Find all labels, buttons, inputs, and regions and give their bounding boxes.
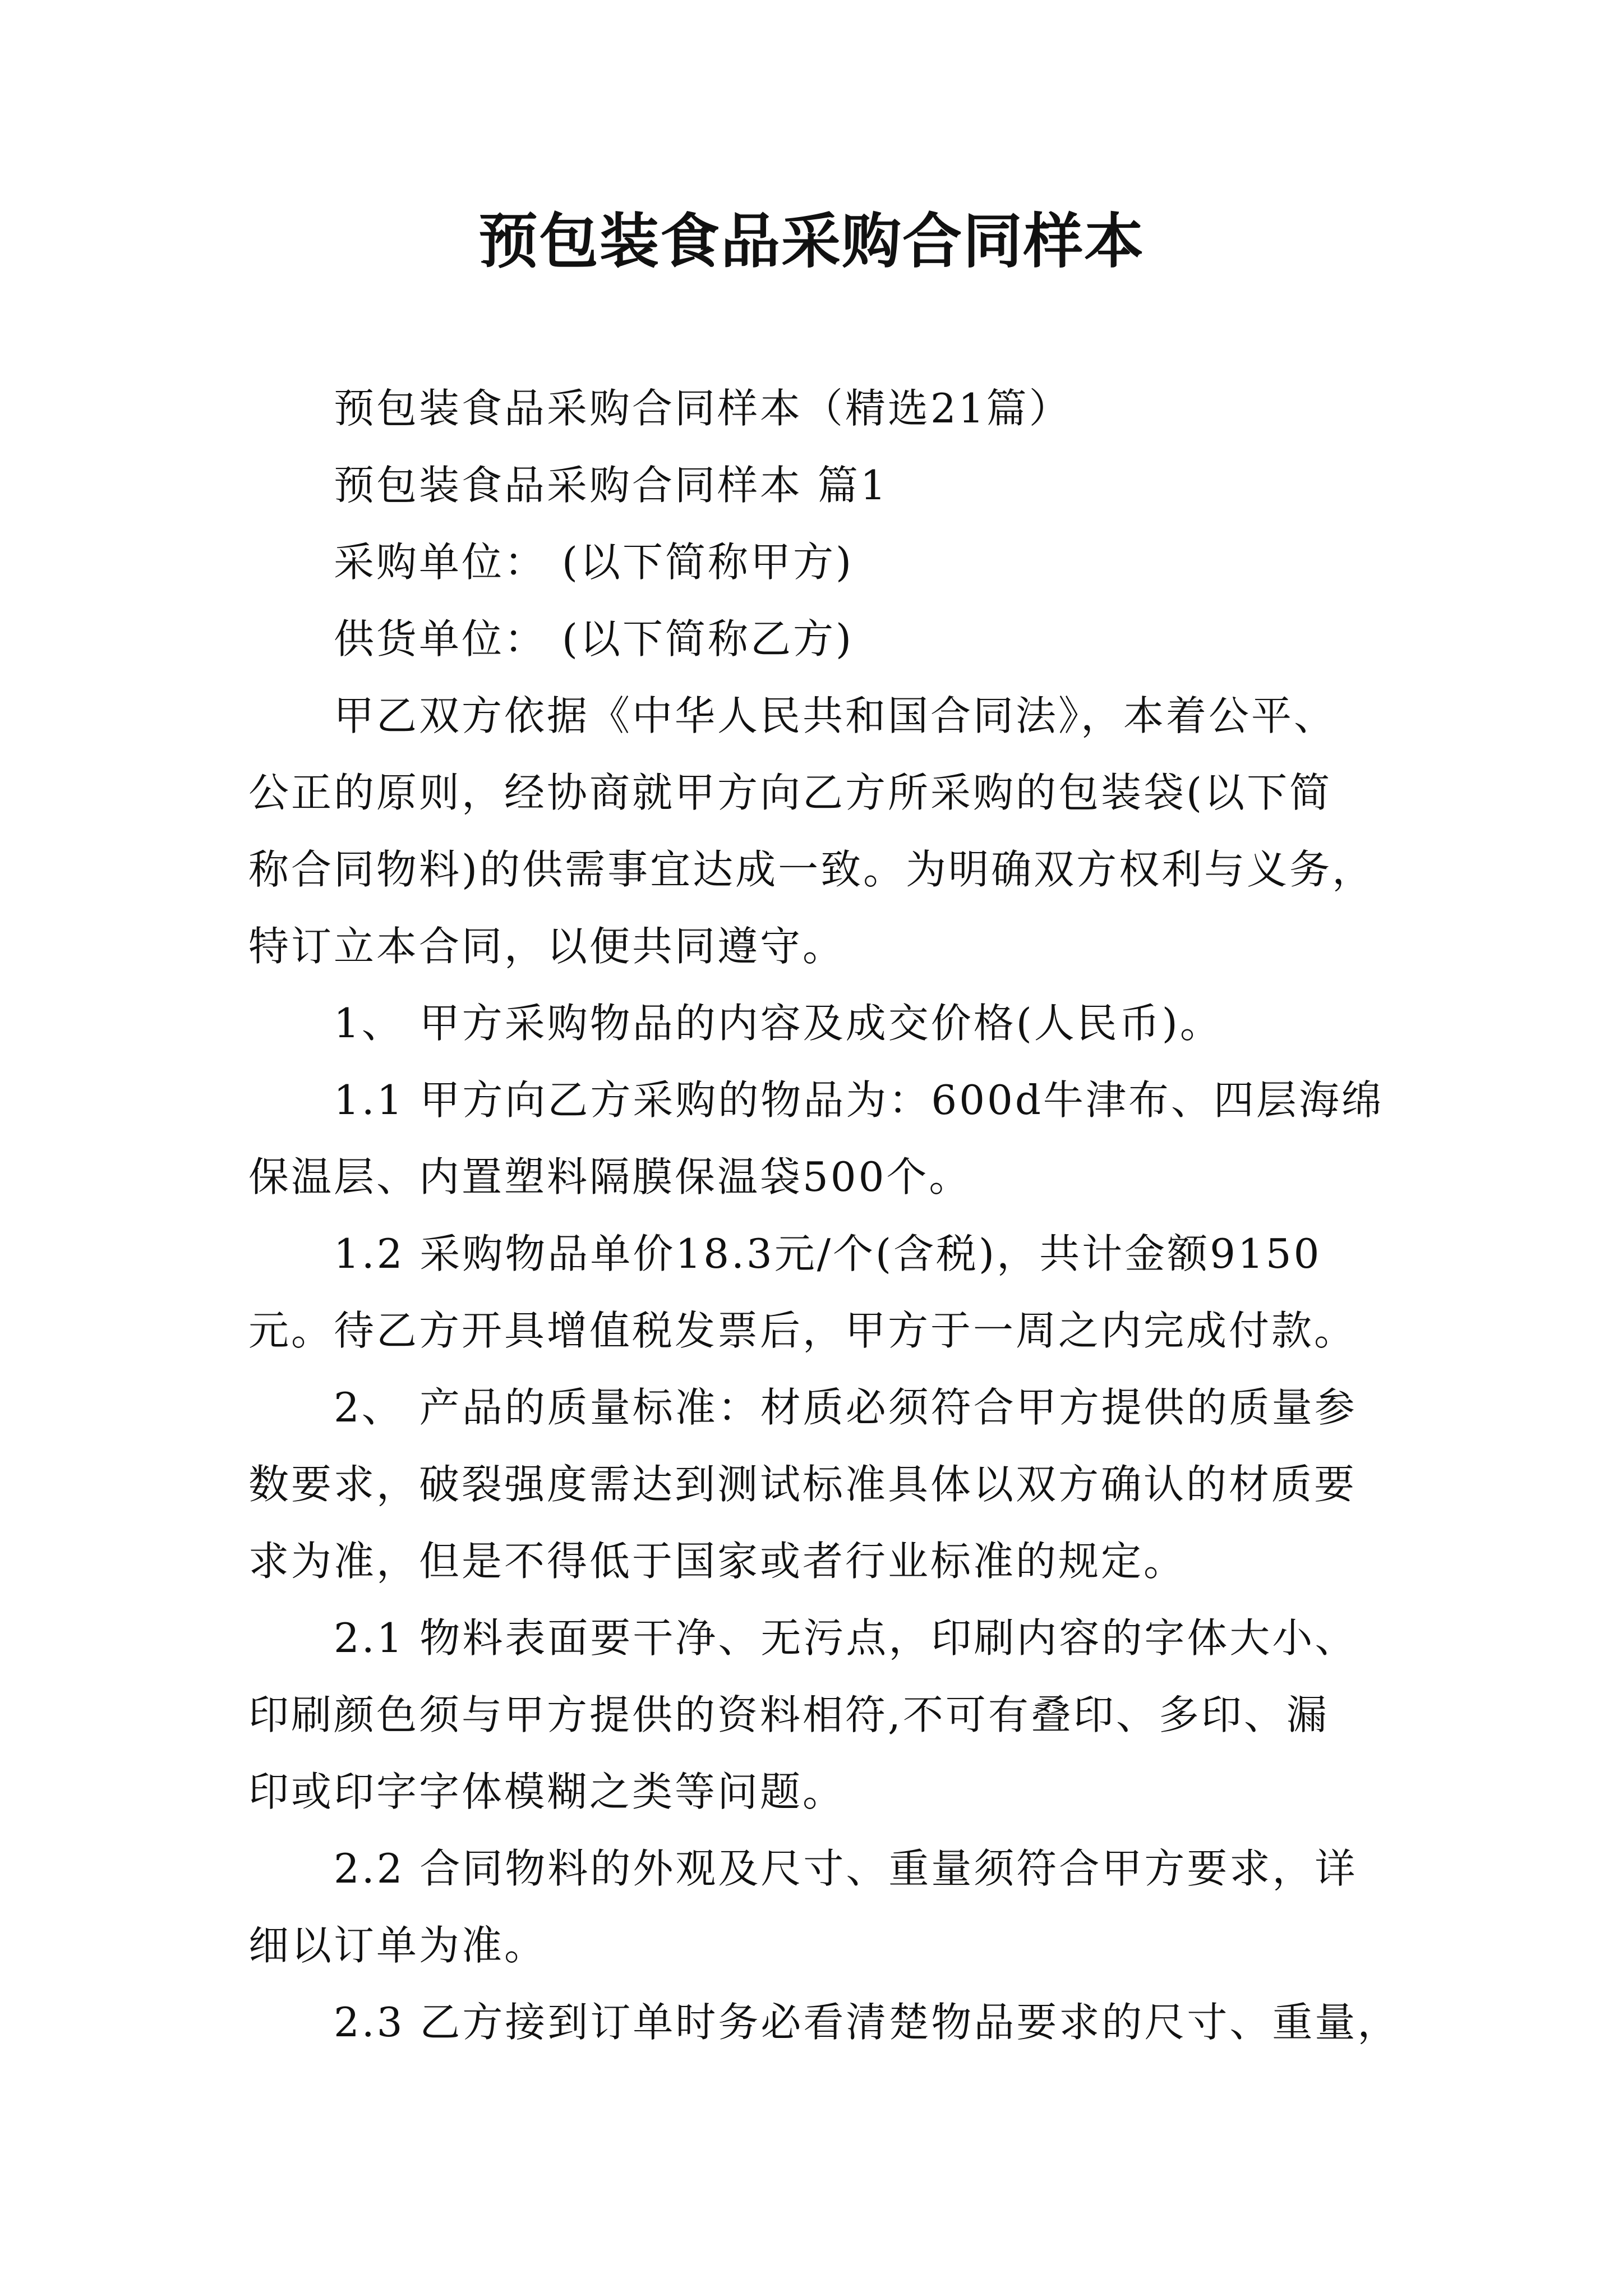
paragraph-line: 2.3 乙方接到订单时务必看清楚物品要求的尺寸、重量，: [334, 1999, 1400, 2046]
paragraph-line: 2.2 合同物料的外观及尺寸、重量须符合甲方要求，详: [334, 1845, 1358, 1892]
paragraph-line: 求为准，但是不得低于国家或者行业标准的规定。: [248, 1538, 1187, 1585]
paragraph-line: 印或印字字体模糊之类等问题。: [248, 1768, 846, 1815]
paragraph-line: 1.1 甲方向乙方采购的物品为：600d牛津布、四层海绵: [334, 1076, 1384, 1124]
document-body: [248, 370, 1400, 2061]
paragraph-line: 甲乙双方依据《中华人民共和国合同法》，本着公平、: [334, 692, 1337, 739]
paragraph-line: 1.2 采购物品单价18.3元/个(含税)，共计金额9150: [334, 1230, 1322, 1277]
paragraph-line: 采购单位： (以下简称甲方): [334, 539, 854, 586]
paragraph-line: 公正的原则，经协商就甲方向乙方所采购的包装袋(以下简: [248, 769, 1332, 816]
paragraph-line: 预包装食品采购合同样本 篇1: [334, 462, 888, 509]
paragraph-line: 1、 甲方采购物品的内容及成交价格(人民币)。: [334, 1000, 1223, 1047]
paragraph-line: 2、 产品的质量标准：材质必须符合甲方提供的质量参: [334, 1384, 1357, 1431]
paragraph-line: 保温层、内置塑料隔膜保温袋500个。: [248, 1153, 972, 1200]
paragraph-line: 元。待乙方开具增值税发票后，甲方于一周之内完成付款。: [248, 1307, 1357, 1354]
paragraph-line: 供货单位： (以下简称乙方): [334, 615, 854, 662]
document-title: 预包装食品采购合同样本: [478, 206, 1145, 276]
paragraph-line: 数要求，破裂强度需达到测试标准具体以双方确认的材质要: [248, 1461, 1357, 1508]
paragraph-line: 预包装食品采购合同样本（精选21篇）: [334, 385, 1072, 432]
paragraph-line: 特订立本合同，以便共同遵守。: [248, 923, 846, 970]
paragraph-line: 2.1 物料表面要干净、无污点，印刷内容的字体大小、: [334, 1614, 1358, 1662]
paragraph-line: 称合同物料)的供需事宜达成一致。为明确双方权利与义务，: [248, 846, 1375, 893]
paragraph-line: 印刷颜色须与甲方提供的资料相符,不可有叠印、多印、漏: [248, 1691, 1329, 1738]
paragraph-line: 细以订单为准。: [248, 1922, 547, 1969]
